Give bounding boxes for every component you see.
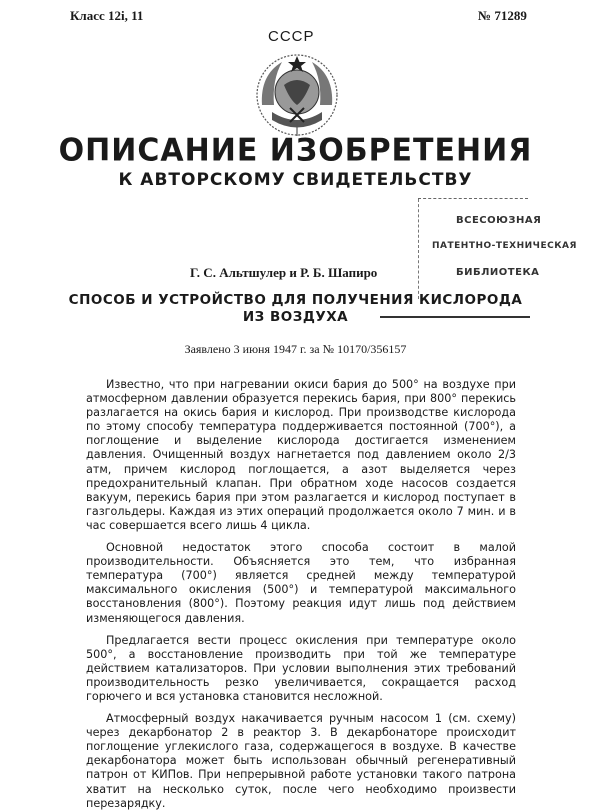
class-label: Класс 12i, 11 bbox=[70, 8, 144, 23]
country-label: СССР bbox=[268, 28, 315, 45]
paragraph: Предлагается вести процесс окисления при температуре около 500°, а восстановление производить при той же температуре действием катализаторов. При условии выполнения этих требований производительность резко увеличивается, сокращается расход горючего и вся установка становится несложной. bbox=[86, 633, 516, 703]
stamp-line: БИБЛИОТЕКА bbox=[456, 267, 540, 278]
library-stamp bbox=[418, 198, 577, 299]
authors: Г. С. Альтшулер и Р. Б. Шапиро bbox=[190, 265, 378, 280]
description-body bbox=[86, 378, 516, 811]
invention-title bbox=[0, 292, 591, 326]
paragraph: Основной недостаток этого способа состоит в малой производительности. Объясняется это тем, что избранная температура (700°) является средней между температурой максимального окисления (500°) и температурой максимального восстановления (800°). Поэтому реакция идут лишь под действием изменяющегося давления. bbox=[86, 541, 516, 625]
stamp-line: ПАТЕНТНО-ТЕХНИЧЕСКАЯ bbox=[432, 241, 577, 251]
paragraph: Атмосферный воздух накачивается ручным насосом 1 (см. схему) через декарбонатор 2 в реактор 3. В декарбонаторе происходит поглощение углекислого газа, содержащегося в воздухе. В качестве декарбонатора может быть использован обычный регенеративный патрон от КИПов. При непрерывной работе установки такого патрона хватит на несколько суток, после чего необходимо произвести перезарядку. bbox=[86, 712, 516, 810]
filing-info: Заявлено 3 июня 1947 г. за № 10170/356157 bbox=[184, 342, 407, 356]
invention-title-line: СПОСОБ И УСТРОЙСТВО ДЛЯ ПОЛУЧЕНИЯ КИСЛОРОДА bbox=[68, 292, 523, 308]
stamp-line: ВСЕСОЮЗНАЯ bbox=[456, 215, 542, 226]
paragraph: Известно, что при нагревании окиси бария до 500° на воздухе при атмосферном давлении образуется перекись бария, при 800° перекись разлагается на окись бария и кислород. При производстве кислорода по этому способу температура поддерживается постоянной (700°), а поглощение и выделение кислорода достигается изменением давления. Очищенный воздух нагнетается под давлением около 2/3 атм, причем кислород поглощается, а азот выделяется через предохранительный клапан. При обратном ходе насосов создается вакуум, перекись бария при этом разлагается и кислород поступает в газгольдеры. Каждая из этих операций продолжается около 7 мин. и в час совершается всего лишь 4 цикла. bbox=[86, 378, 516, 532]
main-title: ОПИСАНИЕ ИЗОБРЕТЕНИЯ bbox=[58, 132, 533, 169]
stamp-border bbox=[418, 199, 422, 299]
sub-title: К АВТОРСКОМУ СВИДЕТЕЛЬСТВУ bbox=[118, 170, 473, 190]
invention-title-line: ИЗ ВОЗДУХА bbox=[242, 309, 349, 325]
patent-number: № 71289 bbox=[478, 8, 527, 23]
divider-line bbox=[380, 316, 530, 318]
ussr-emblem-icon bbox=[252, 50, 342, 140]
